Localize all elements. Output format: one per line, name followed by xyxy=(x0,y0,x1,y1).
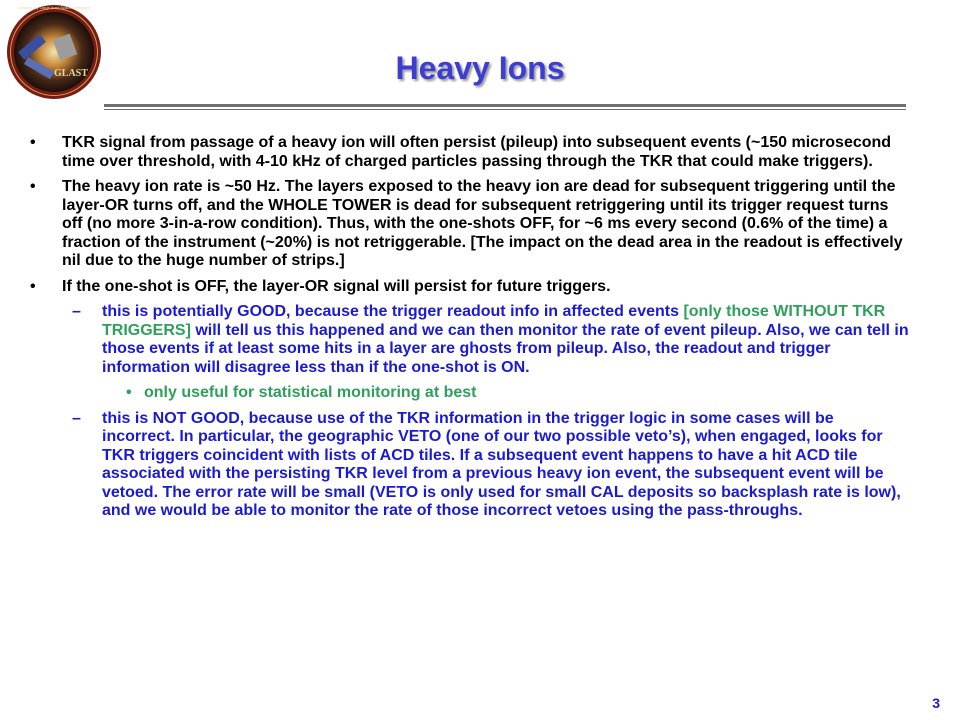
sub-sub-bullet-text: only useful for statistical monitoring at best xyxy=(144,384,477,401)
dash-marker: – xyxy=(72,303,81,320)
bullet-marker: • xyxy=(126,384,132,401)
bullet-text: The heavy ion rate is ~50 Hz. The layers exposed to the heavy ion are dead for subsequent triggering until the layer-OR turns off, and the WHOLE TOWER is dead for subsequent retriggering until its trigger request turns off (no more 3-in-a-row condition). Thus, with the one-shots OFF, for ~6 ms every second (0.6% of the time) a fraction of the instrument (~20%) is not retriggerable. [The impact on the dead area in the readout is effectively nil due to the huge number of strips.] xyxy=(62,178,903,269)
sub-bullet-good xyxy=(30,303,910,377)
bullet-item xyxy=(30,278,910,297)
sub-sub-bullet xyxy=(30,384,910,403)
slide-body xyxy=(30,134,910,528)
page-number: 3 xyxy=(932,695,940,711)
sub-bullet-bad xyxy=(30,410,910,521)
bullet-item xyxy=(30,178,910,271)
bullet-marker: • xyxy=(30,178,36,195)
sub-bullet-text: this is NOT GOOD, because use of the TKR information in the trigger logic in some cases will be incorrect. In particular, the geographic VETO (one of our two possible veto’s), when engaged, looks for TKR triggers coincident with lists of ACD tiles. If a subsequent event happens to have a hit ACD tile associated with the persisting TKR level from a previous heavy ion event, the subsequent event will be vetoed. The error rate will be small (VETO is only used for small CAL deposits so backsplash rate is low), and we would be able to monitor the rate of those incorrect vetoes using the pass-throughs. xyxy=(102,409,901,519)
title-rule-thin xyxy=(104,109,906,110)
sub-bullet-text-b: will tell us this happened and we can then monitor the rate of event pileup. Also, we can tell in those events if at least some hits in a layer are ghosts from pileup. Also, the readout and trigger information will disagree less than if the one-shot is ON. xyxy=(102,321,909,376)
logo-text: GLAST xyxy=(54,68,88,79)
sub-bullet-highlight: [only those WITHOUT TKR TRIGGERS] xyxy=(102,303,886,339)
bullet-marker: • xyxy=(30,134,36,151)
sub-bullet-text-a: this is potentially GOOD, because the trigger readout info in affected events xyxy=(102,303,684,320)
bullet-text: If the one-shot is OFF, the layer-OR signal will persist for future triggers. xyxy=(62,277,611,295)
bullet-item xyxy=(30,134,910,171)
slide-title: Heavy Ions xyxy=(395,50,565,86)
dash-marker: – xyxy=(72,409,81,427)
bullet-text: TKR signal from passage of a heavy ion will often persist (pileup) into subsequent events (~150 microsecond time over threshold, with 4-10 kHz of charged particles passing through the TKR that could make triggers). xyxy=(62,134,892,170)
bullet-marker: • xyxy=(30,277,36,295)
logo-ring-text: Gamma-ray Large Area Space Telescope xyxy=(17,5,91,10)
title-rule-thick xyxy=(104,104,906,107)
